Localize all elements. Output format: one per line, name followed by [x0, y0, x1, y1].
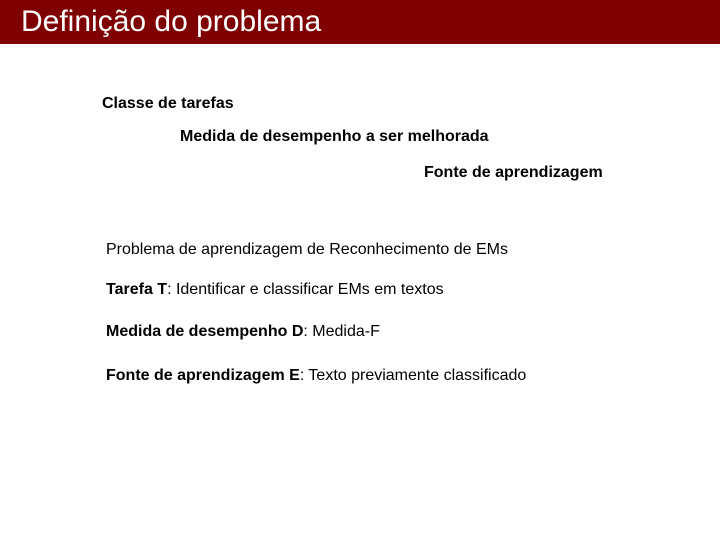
task-text: : Identificar e classificar EMs em textos: [167, 281, 444, 298]
source-text: : Texto previamente classificado: [299, 367, 527, 384]
task-line: [106, 280, 444, 300]
measure-line: [106, 322, 380, 342]
measure-text: : Medida-F: [303, 323, 380, 340]
source-line: [106, 366, 526, 386]
performance-measure-text: Medida de desempenho a ser melhorada: [180, 128, 489, 145]
measure-label: Medida de desempenho D: [106, 323, 304, 340]
task-class-label: [102, 94, 234, 114]
learning-source-label: [424, 163, 603, 183]
task-label: Tarefa T: [106, 281, 168, 298]
performance-measure-label: [180, 127, 489, 147]
slide-title: Definição do problema: [21, 5, 322, 38]
learning-source-text: Fonte de aprendizagem: [424, 164, 603, 181]
task-class-text: Classe de tarefas: [102, 95, 234, 112]
problem-line: Problema de aprendizagem de Reconhecimento de EMs: [106, 241, 509, 258]
title-bar: [0, 0, 720, 44]
source-label: Fonte de aprendizagem E: [106, 367, 300, 384]
